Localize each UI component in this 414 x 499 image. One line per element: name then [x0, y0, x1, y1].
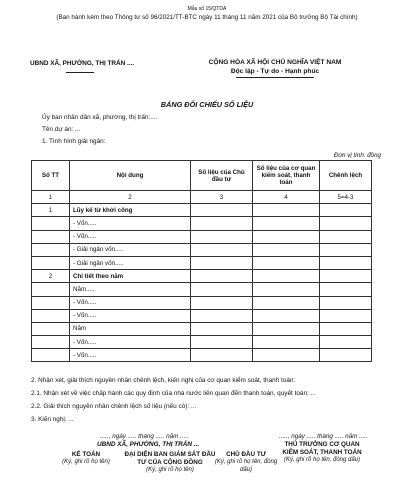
row-owner-value	[191, 309, 253, 322]
row-content: - Giải ngân vốn.....	[70, 256, 191, 269]
header-left-org: UBND XÃ, PHƯỜNG, THỊ TRẤN ....	[30, 60, 135, 67]
row-owner-value	[191, 204, 253, 217]
row-stt	[32, 296, 70, 309]
signature-accountant	[46, 451, 126, 467]
row-content: Lũy kế từ khởi công	[70, 204, 191, 217]
row-control-value	[253, 322, 320, 335]
accountant-note: (Ký, ghi rõ họ tên)	[62, 458, 110, 465]
row-difference-value	[320, 322, 372, 335]
signature-board	[124, 451, 216, 474]
row-difference-value	[320, 204, 372, 217]
row-content: - Vốn.....	[70, 230, 191, 243]
row-stt	[32, 256, 70, 269]
table-row	[32, 296, 372, 309]
owner-title: CHỦ ĐẦU TƯ	[226, 451, 266, 458]
header-stt: Số TT	[32, 161, 70, 191]
row-difference-value	[320, 256, 372, 269]
row-difference-value	[320, 230, 372, 243]
table-row	[32, 230, 372, 243]
row-owner-value	[191, 243, 253, 256]
header-difference: Chênh lệch	[320, 161, 372, 191]
row-difference-value	[320, 283, 372, 296]
index-3: 3	[191, 191, 253, 204]
index-5: 5=4-3	[320, 191, 372, 204]
row-content: - Vốn.....	[70, 336, 191, 349]
row-stt	[32, 217, 70, 230]
section-1-heading: 1. Tình hình giải ngân:	[42, 138, 106, 145]
row-owner-value	[191, 349, 253, 362]
owner-note: (Ký, ghi rõ họ tên, đóng dấu)	[214, 458, 278, 473]
motto-underline	[236, 77, 314, 78]
table-row	[32, 309, 372, 322]
row-difference-value	[320, 349, 372, 362]
row-content: Năm.....	[70, 283, 191, 296]
row-stt	[32, 336, 70, 349]
index-2: 2	[70, 191, 191, 204]
committee-line: Ủy ban nhân dân xã, phường, thị trấn:....	[42, 114, 158, 121]
row-control-value	[253, 256, 320, 269]
board-note: (Ký, ghi rõ họ tên)	[146, 466, 194, 473]
table-row	[32, 322, 372, 335]
row-content: Năm	[70, 322, 191, 335]
row-content: - Vốn.....	[70, 309, 191, 322]
row-owner-value	[191, 296, 253, 309]
reconciliation-table	[31, 160, 372, 362]
row-difference-value	[320, 309, 372, 322]
date-right: ....., ngày ..... tháng ..... năm .....	[279, 433, 368, 440]
index-1: 1	[32, 191, 70, 204]
row-control-value	[253, 217, 320, 230]
row-difference-value	[320, 270, 372, 283]
row-control-value	[253, 336, 320, 349]
header-right	[185, 58, 365, 78]
row-control-value	[253, 296, 320, 309]
row-stt: 2	[32, 270, 70, 283]
control-head-title: THỦ TRƯỞNG CƠ QUAN KIỂM SOÁT, THANH TOÁN	[282, 441, 362, 456]
row-owner-value	[191, 217, 253, 230]
signature-org-left: UBND XÃ, PHƯỜNG, THỊ TRẤN ...	[97, 441, 200, 448]
note-2-1: 2.1. Nhận xét về việc chấp hành các quy định của nhà nước liên quan đến thanh toán, quyết toán: ...	[31, 390, 316, 397]
table-header-row	[32, 161, 372, 191]
header-content: Nội dung	[70, 161, 191, 191]
note-2-2: 2.2. Giải thích nguyên nhân chênh lệch số liệu (nếu có): ...	[31, 403, 197, 410]
row-owner-value	[191, 256, 253, 269]
table-row	[32, 336, 372, 349]
signature-owner	[214, 451, 278, 474]
header-control-figures: Số liệu của cơ quan kiểm soát, thanh toán	[253, 161, 320, 191]
note-3: 3. Kiến nghị: ...	[31, 416, 74, 423]
row-stt	[32, 243, 70, 256]
row-content: - Vốn.....	[70, 349, 191, 362]
issued-note: (Ban hành kèm theo Thông tư số 96/2021/TT-BTC ngày 11 tháng 11 năm 2021 của Bộ trưởng Bộ Tài chính)	[56, 14, 358, 21]
board-title: ĐẠI DIỆN BAN GIÁM SÁT ĐẦU TƯ CỦA CỘNG ĐỒNG	[124, 451, 216, 466]
row-owner-value	[191, 283, 253, 296]
row-owner-value	[191, 230, 253, 243]
row-control-value	[253, 243, 320, 256]
row-difference-value	[320, 336, 372, 349]
row-difference-value	[320, 243, 372, 256]
row-stt	[32, 230, 70, 243]
unit-note: Đơn vị tính: đồng	[333, 152, 381, 159]
national-motto: Độc lập - Tự do - Hạnh phúc	[230, 68, 320, 75]
table-row	[32, 256, 372, 269]
row-difference-value	[320, 217, 372, 230]
signature-control-head	[276, 441, 368, 464]
row-difference-value	[320, 296, 372, 309]
row-control-value	[253, 283, 320, 296]
row-owner-value	[191, 322, 253, 335]
row-content: - Giải ngân vốn.....	[70, 243, 191, 256]
accountant-title: KẾ TOÁN	[71, 451, 101, 458]
row-content: Chi tiết theo năm	[70, 270, 191, 283]
document-title: BẢNG ĐỐI CHIẾU SỐ LIỆU	[160, 100, 254, 109]
row-stt	[32, 283, 70, 296]
date-left: ....., ngày ..... tháng ..... năm .....	[100, 433, 189, 440]
table-row	[32, 243, 372, 256]
table-row	[32, 349, 372, 362]
note-2: 2. Nhận xét, giải thích nguyên nhân chênh lệch, kiến nghị của cơ quan kiểm soát, thanh toán:	[31, 377, 296, 384]
row-owner-value	[191, 336, 253, 349]
table-index-row	[32, 191, 372, 204]
row-control-value	[253, 309, 320, 322]
row-content: - Vốn.....	[70, 217, 191, 230]
table-row	[32, 270, 372, 283]
header-left-underline	[66, 72, 94, 73]
row-stt	[32, 309, 70, 322]
national-title: CỘNG HÒA XÃ HỘI CHỦ NGHĨA VIỆT NAM	[208, 59, 342, 66]
row-control-value	[253, 204, 320, 217]
table-row	[32, 204, 372, 217]
row-stt: 1	[32, 204, 70, 217]
form-code: Mẫu số 15/QTDA	[187, 6, 227, 12]
table-row	[32, 217, 372, 230]
row-stt	[32, 349, 70, 362]
index-4: 4	[253, 191, 320, 204]
table-row	[32, 283, 372, 296]
row-control-value	[253, 349, 320, 362]
row-control-value	[253, 270, 320, 283]
header-owner-figures: Số liệu của Chủ đầu tư	[191, 161, 253, 191]
row-control-value	[253, 230, 320, 243]
row-stt	[32, 322, 70, 335]
control-head-note: (Ký, ghi rõ họ tên, đóng dấu)	[283, 456, 361, 463]
row-content: - Vốn.....	[70, 296, 191, 309]
row-owner-value	[191, 270, 253, 283]
project-line: Tên dự án: ...	[42, 126, 81, 133]
